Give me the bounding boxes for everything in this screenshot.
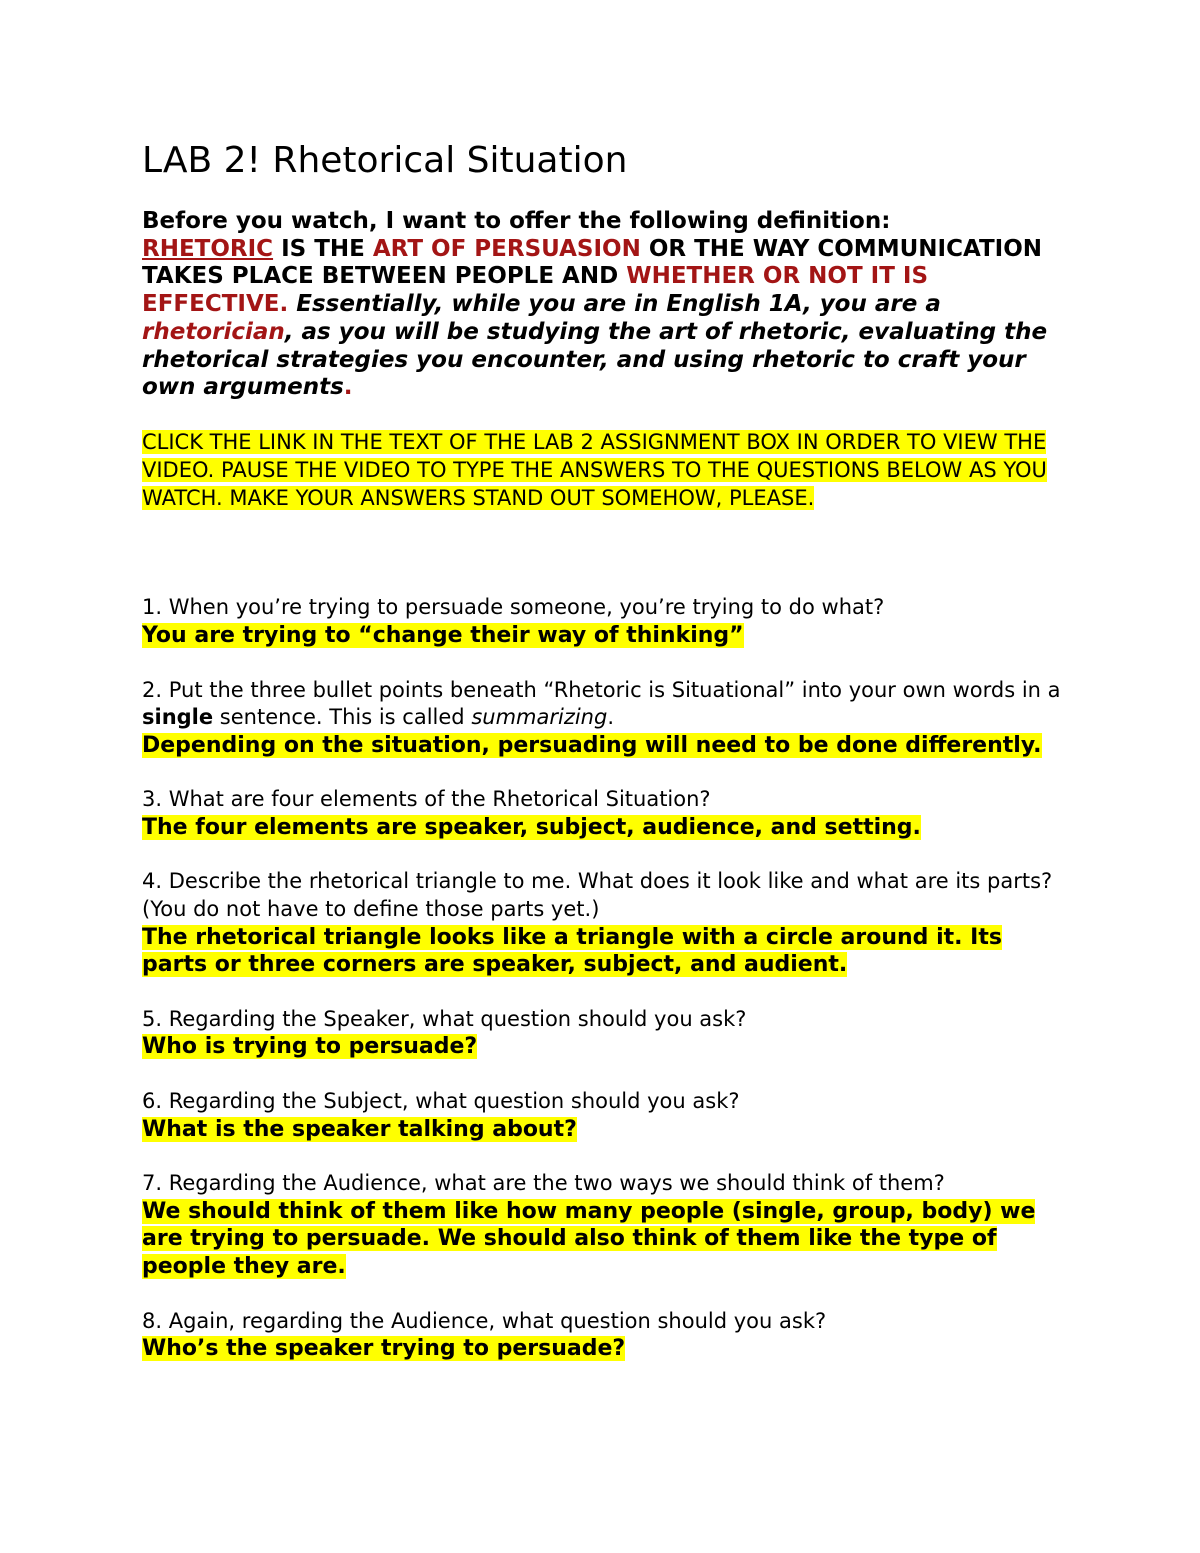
question-part: sentence. This is called: [213, 705, 472, 730]
instructions-text: CLICK THE LINK IN THE TEXT OF THE LAB 2 ASSIGNMENT BOX IN ORDER TO VIEW THE VIDEO. PAUSE THE VIDEO TO TYPE THE ANSWERS TO THE QUESTIONS BELOW AS YOU WATCH. MAKE YOUR ANSWERS STAND OUT SOMEHOW, PLEASE.: [142, 429, 1047, 510]
definition-essentially: Essentially, while you are in English 1A, you are a: [288, 291, 941, 318]
question-block-2: [142, 677, 1072, 760]
question-italic-word: summarizing: [471, 705, 608, 730]
definition-rest: , as you will be studying the art of rhetoric, evaluating the rhetorical strategies you encounter, and using rhetoric to craft your own arguments: [142, 318, 1048, 401]
question-text: 1. When you’re trying to persuade someone, you’re trying to do what?: [142, 595, 885, 620]
definition-period: .: [343, 374, 353, 401]
page-title: LAB 2! Rhetorical Situation: [142, 140, 628, 181]
document-page: [142, 138, 1072, 1363]
answer-text: Depending on the situation, persuading will need to be done differently.: [142, 732, 1042, 758]
definition-text: [142, 236, 1072, 402]
question-block-4: [142, 868, 1072, 978]
question-block-7: [142, 1170, 1072, 1280]
definition-lead: Before you watch, I want to offer the following definition:: [142, 208, 891, 234]
question-block-6: [142, 1088, 1072, 1143]
answer-text: Who’s the speaker trying to persuade?: [142, 1336, 626, 1362]
answer-text: The four elements are speaker, subject, audience, and setting.: [142, 814, 921, 840]
answer-text: Who is trying to persuade?: [142, 1034, 478, 1060]
question-bold-word: single: [142, 705, 214, 730]
question-text: 6. Regarding the Subject, what question should you ask?: [142, 1089, 740, 1114]
question-text: 8. Again, regarding the Audience, what question should you ask?: [142, 1308, 827, 1333]
term-effective: WHETHER OR NOT IT IS EFFECTIVE.: [142, 263, 929, 318]
question-part: 2. Put the three bullet points beneath “Rhetoric is Situational” into your own words in a: [142, 677, 1061, 702]
question-text: 5. Regarding the Speaker, what question should you ask?: [142, 1006, 747, 1031]
question-block-3: [142, 786, 1072, 841]
question-text: 7. Regarding the Audience, what are the two ways we should think of them?: [142, 1171, 945, 1196]
answer-text: You are trying to “change their way of thinking”: [142, 622, 744, 648]
answer-text: We should think of them like how many people (single, group, body) we are trying to persuade. We should also think of them like the type of people they are.: [142, 1198, 1036, 1279]
answer-text: What is the speaker talking about?: [142, 1116, 577, 1142]
term-rhetorician: rhetorician: [142, 318, 285, 345]
definition-is-the: IS THE: [273, 235, 373, 262]
instructions: [142, 429, 1072, 512]
definition-middle: OR THE WAY COMMUNICATION TAKES PLACE BETWEEN PEOPLE AND: [142, 235, 1043, 290]
question-text: 4. Describe the rhetorical triangle to me. What does it look like and what are its parts? (You do not have to define those parts yet.): [142, 869, 1053, 922]
question-block-8: [142, 1308, 1072, 1363]
answer-text: The rhetorical triangle looks like a triangle with a circle around it. Its parts or three corners are speaker, subject, and audient.: [142, 924, 1002, 978]
question-block-1: [142, 594, 1072, 649]
question-text: 3. What are four elements of the Rhetorical Situation?: [142, 787, 711, 812]
question-text: [142, 677, 1072, 732]
term-art-of-persuasion: ART OF PERSUASION: [372, 235, 641, 262]
definition-paragraph: [142, 208, 1072, 402]
term-rhetoric: RHETORIC: [142, 235, 274, 262]
question-part: .: [607, 705, 614, 730]
question-block-5: [142, 1006, 1072, 1061]
